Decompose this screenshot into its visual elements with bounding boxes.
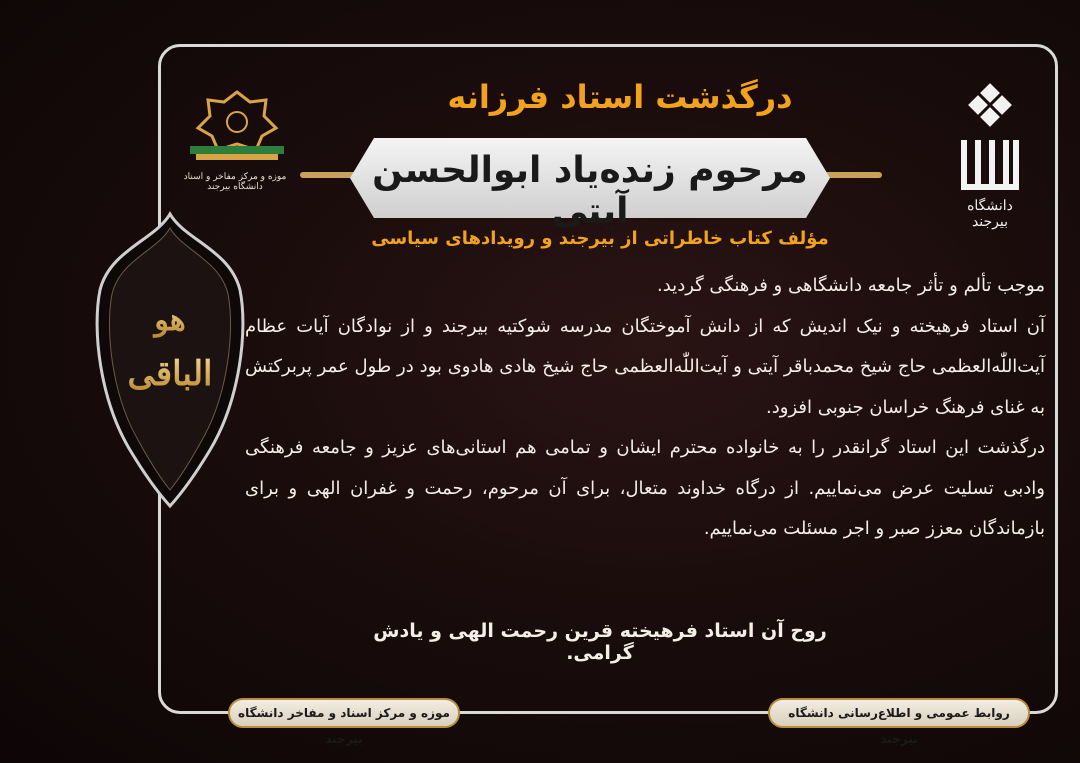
museum-center-logo-icon [182,88,292,168]
closing-line: روح آن استاد فرهیخته قرین رحمت الهی و یادش گرامی. [373,620,827,664]
deceased-subtitle: مؤلف کتاب خاطراتی از بیرجند و رویدادهای سیاسی [371,228,829,249]
body-paragraph: موجب تألم و تأثر جامعه دانشگاهی و فرهنگی گردید. [657,275,1045,296]
condolence-body [245,266,1045,550]
svg-text:هو: هو [154,303,186,338]
body-paragraph: آن استاد فرهیخته و نیک اندیش که از دانش آموختگان مدرسه شوکتیه بیرجند و از نوادگان آیات عظام آیت‌اللّٰه‌العظمی حاج شیخ محمدباقر آیتی و آیت‌اللّٰه‌العظمی حاج شیخ هادی هادوی بود در طول عمر پربرکتش به غنای فرهنگ خراسان جنوبی افزود. [245,315,1045,418]
calligraphy-medallion-icon [90,210,250,510]
announcement-title: درگذشت استاد فرزانه [447,78,793,116]
university-caption: دانشگاه بیرجند [967,198,1013,230]
museum-caption: موزه و مرکز مفاخر و اسناد دانشگاه بیرجند [183,172,287,192]
body-paragraph: درگذشت این استاد گرانقدر را به خانواده محترم ایشان و تمامی هم استانی‌های عزیز و جامعه فرهنگی وادبی تسلیت عرض می‌نماییم. از درگاه خداوند متعال، برای آن مرحوم، رحمت و غفران الهی و برای بازماندگان معزز صبر و اجر مسئلت می‌نماییم. [245,437,1045,539]
svg-text:الباقی: الباقی [127,354,213,394]
footer-museum-label: موزه و مرکز اسناد و مفاخر دانشگاه بیرجند [228,698,460,728]
footer-public-relations-label: روابط عمومی و اطلاع‌رسانی دانشگاه بیرجند [768,698,1030,728]
deceased-name: مرحوم زنده‌یاد ابوالحسن آیتی [372,150,808,232]
